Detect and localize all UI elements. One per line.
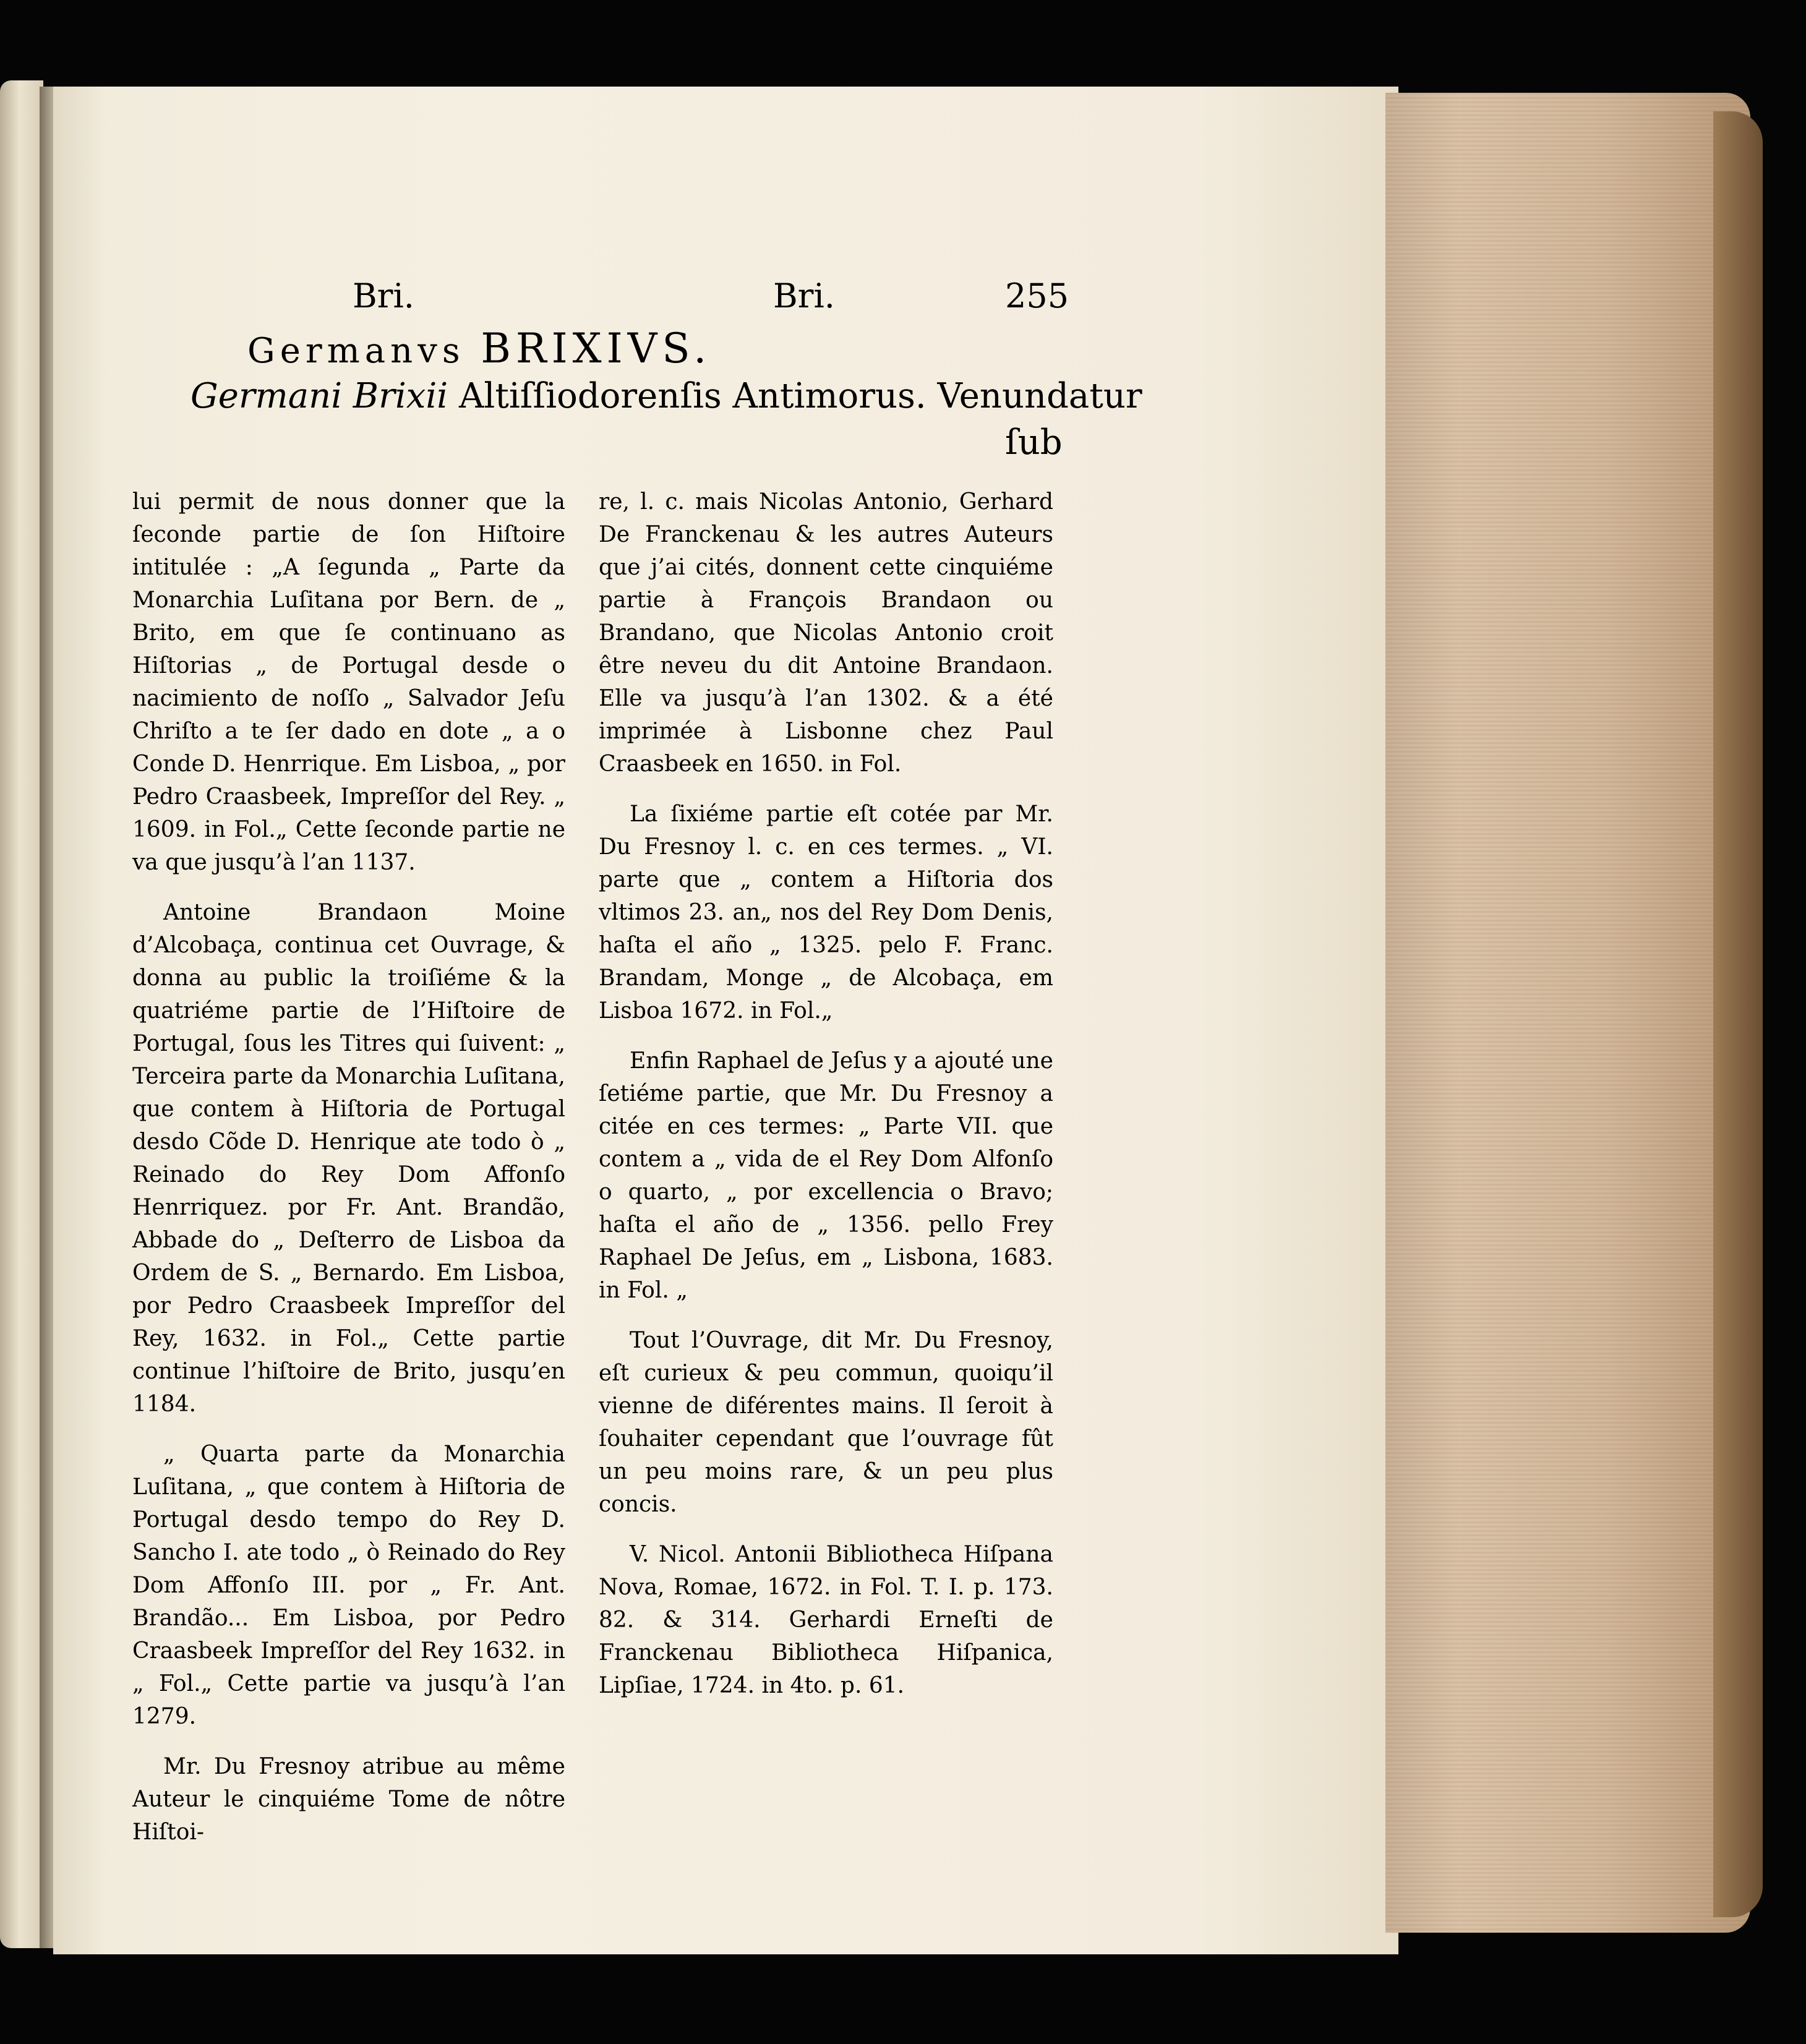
left-column bbox=[132, 485, 565, 1866]
right-paragraph-3: Enfin Raphael de Jeſus y a ajouté une ſetiéme partie, que Mr. Du Fresnoy a citée en ces termes: „ Parte VII. que contem a „ vida de el Rey Dom Alfonſo o quarto, „ por excellencia o Bravo; haſta el año de „ 1356. pello Frey Raphael De Jeſus, em „ Lisbona, 1683. in Fol. „ bbox=[599, 1048, 1053, 1303]
right-paragraph-5: V. Nicol. Antonii Bibliotheca Hiſpana Nova, Romae, 1672. in Fol. T. I. p. 173. 82. & 314. Gerhardi Erneſti de Franckenau Bibliotheca Hiſpanica, Lipſiae, 1724. in 4to. p. 61. bbox=[599, 1542, 1053, 1698]
right-paragraph-4: Tout l’Ouvrage, dit Mr. Du Fresnoy, eſt curieux & peu commun, quoiqu’il vienne de diférentes mains. Il ſeroit à ſouhaiter cependant que l’ouvrage fût un peu moins rare, & un peu plus concis. bbox=[599, 1328, 1053, 1517]
left-paragraph-1: lui permit de nous donner que la ſeconde partie de ſon Hiſtoire intitulée : „A ſegunda „ Parte da Monarchia Luſitana por Bern. de „ Brito, em que ſe continuano as Hiſtorias „ de Portugal desde o nacimiento de noſſo „ Salvador Jeſu Chriſto a te ſer dado en dote „ a o Conde D. Henrrique. Em Lisboa, „ por Pedro Craasbeek, Impreſſor del Rey. „ 1609. in Fol.„ Cette ſeconde partie ne va que jusqu’à l’an 1137. bbox=[132, 489, 565, 875]
subtitle-rest: Altiſſiodorenſis Antimorus. Venundatur bbox=[458, 376, 1142, 416]
right-column bbox=[599, 485, 1053, 1719]
page-number: 255 bbox=[1005, 276, 1069, 315]
subtitle-continuation: ſub bbox=[1005, 422, 1063, 463]
entry-subtitle bbox=[190, 376, 1142, 416]
running-head-center: Bri. bbox=[773, 276, 835, 315]
left-paragraph-4: Mr. Du Fresnoy atribue au même Auteur le cinquiéme Tome de nôtre Hiſtoi- bbox=[132, 1754, 565, 1845]
facing-page-edge bbox=[0, 80, 43, 1948]
running-head-left: Bri. bbox=[353, 276, 414, 315]
entry-title bbox=[247, 325, 711, 372]
right-paragraph-2: La ſixiéme partie eſt cotée par Mr. Du Fresnoy l. c. en ces termes. „ VI. parte que „ contem a Hiſtoria dos vltimos 23. an„ nos del Rey Dom Denis, haſta el año „ 1325. pelo F. Franc. Brandam, Monge „ de Alcobaça, em Lisboa 1672. in Fol.„ bbox=[599, 802, 1053, 1024]
right-paragraph-1: re, l. c. mais Nicolas Antonio, Gerhard De Franckenau & les autres Auteurs que j’ai cités, donnent cette cinquiéme partie à François Brandaon ou Brandano, que Nicolas Antonio croit être neveu du dit Antoine Brandaon. Elle va jusqu’à l’an 1302. & a été imprimée à Lisbonne chez Paul Craasbeek en 1650. in Fol. bbox=[599, 489, 1053, 777]
book-cover bbox=[1713, 111, 1763, 1917]
subtitle-italic: Germani Brixii bbox=[190, 376, 448, 416]
left-paragraph-3: „ Quarta parte da Monarchia Luſitana, „ que contem à Hiſtoria de Portugal desdo tempo do Rey D. Sancho I. ate todo „ ò Reinado do Rey Dom Affonſo III. por „ Fr. Ant. Brandão... Em Lisboa, por Pedro Craasbeek Impreſſor del Rey 1632. in „ Fol.„ Cette partie va jusqu’à l’an 1279. bbox=[132, 1442, 565, 1729]
entry-title-second: BRIXIVS. bbox=[481, 325, 712, 372]
left-paragraph-2: Antoine Brandaon Moine d’Alcobaça, continua cet Ouvrage, & donna au public la troiſiéme & la quatriéme partie de l’Hiſtoire de Portugal, ſous les Titres qui ſuivent: „ Terceira parte da Monarchia Luſitana, que contem à Hiſtoria de Portugal desdo Cõde D. Henrique ate todo ò „ Reinado do Rey Dom Affonſo Henrriquez. por Fr. Ant. Brandão, Abbade do „ Deſterro de Lisboa da Ordem de S. „ Bernardo. Em Lisboa, por Pedro Craasbeek Impreſſor del Rey, 1632. in Fol.„ Cette partie continue l’hiſtoire de Brito, jusqu’en 1184. bbox=[132, 900, 565, 1417]
page-block-edge bbox=[1385, 93, 1750, 1933]
entry-title-first: Germanvs bbox=[247, 331, 465, 371]
